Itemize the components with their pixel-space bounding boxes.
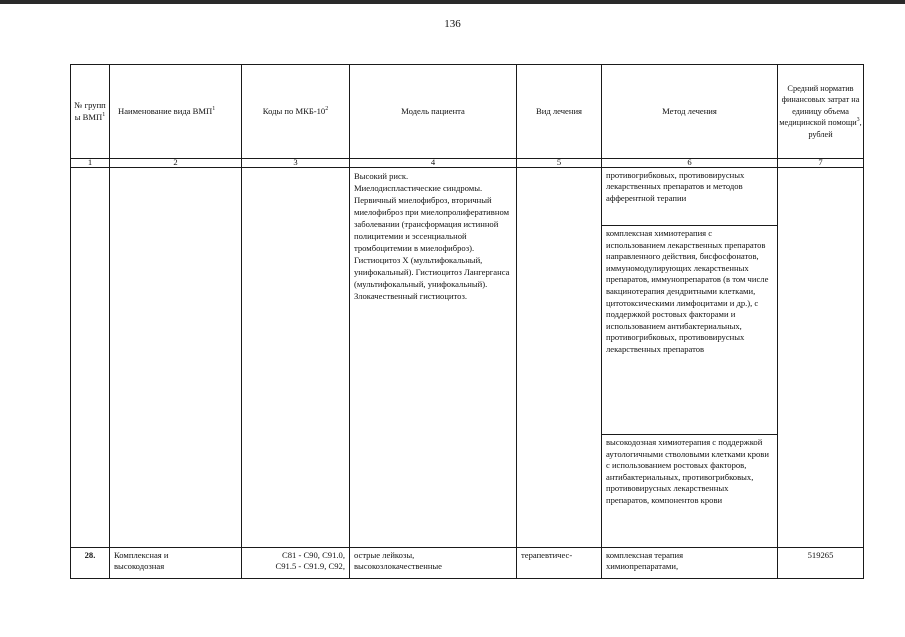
header-cost-norm: [778, 65, 863, 158]
row-28-treatment-method: комплексная терапия химиопрепаратами,: [606, 550, 684, 572]
row-28-group-number: 28.: [84, 550, 96, 560]
header-group-number: [71, 65, 109, 158]
column-number-4: 4: [430, 157, 436, 167]
column-number-6: 6: [687, 157, 692, 167]
column-number-3: 3: [293, 157, 298, 167]
header-icd-codes: [242, 65, 349, 158]
row-28-treatment-type: терапевтичес-: [521, 550, 573, 560]
row-28-icd-codes: C81 - C90, C91.0, C91.5 - C91.9, C92,: [275, 550, 345, 572]
column-number-5: 5: [556, 157, 562, 167]
row-28-cost: 519265: [807, 550, 834, 560]
header-footnote-1: 1: [102, 111, 106, 118]
patient-model-continuation: Высокий риск. Миелодиспластические синдромы. Первичный миелофиброз, вторичный миелофиброз при миелопролиферативном заболевании (трансформация истинной полицитемии и эссенциальной тромбоцитемии в миелофиброз). Гистиоцитоз Х (мультифокальный, унифокальный). Гистиоцитоз Лангерганса (мультифокальный, унифокальный). Злокачественный гистиоцитоз.: [354, 171, 510, 301]
header-footnote-4: 3: [856, 117, 860, 124]
header-vmp-name: [110, 65, 241, 158]
header-icd-codes-text: Коды по МКБ-10: [262, 105, 326, 116]
col-border-7: [863, 64, 864, 579]
row-28-patient-model: острые лейкозы, высокозлокачественные: [354, 550, 443, 572]
column-number-7: 7: [818, 157, 823, 167]
column-number-1: 1: [87, 157, 93, 167]
header-cost-norm-text: Средний норматив финансовых затрат на единицу объема медицинской помощи: [779, 83, 860, 128]
header-treatment-type: Вид лечения: [535, 105, 583, 116]
header-footnote-2: 1: [212, 105, 216, 112]
header-footnote-3: 2: [325, 105, 329, 112]
header-patient-model: Модель пациента: [401, 105, 465, 116]
row-28-vmp-name: Комплексная и высокодозная: [114, 550, 169, 572]
method-complex-chemotherapy: комплексная химиотерапия с использованием лекарственных препаратов направленного действия, бисфосфонатов, иммуномодулирующих лекарственных препаратов, иммунопрепаратов (в том числе вакцинотерапия дендритными клетками, цитотоксическими лимфоцитами и др.), с поддержкой ростовых факторами и использованием антибактериальных, противогрибковых, противовирусных лекарственных препаратов: [606, 228, 769, 354]
header-group-number-text: № групп ы ВМП: [74, 100, 106, 122]
column-number-2: 2: [173, 157, 178, 167]
method-continuation: противогрибковых, противовирусных лекарственных препаратов и методов афферентной терапии: [606, 170, 745, 203]
header-vmp-name-text: Наименование вида ВМП: [118, 105, 213, 116]
method-high-dose-chemotherapy: высокодозная химиотерапия с поддержкой аутологичными стволовыми клетками крови с использованием ростовых факторов, антибактериальных, противогрибковых, противовирусных лекарственных препаратов, компонентов крови: [606, 437, 769, 505]
table-bottom-border: [70, 578, 864, 579]
header-treatment-method: Метод лечения: [662, 105, 717, 116]
header-cost-norm-unit: , рублей: [808, 118, 862, 139]
page-number: 136: [444, 18, 461, 30]
